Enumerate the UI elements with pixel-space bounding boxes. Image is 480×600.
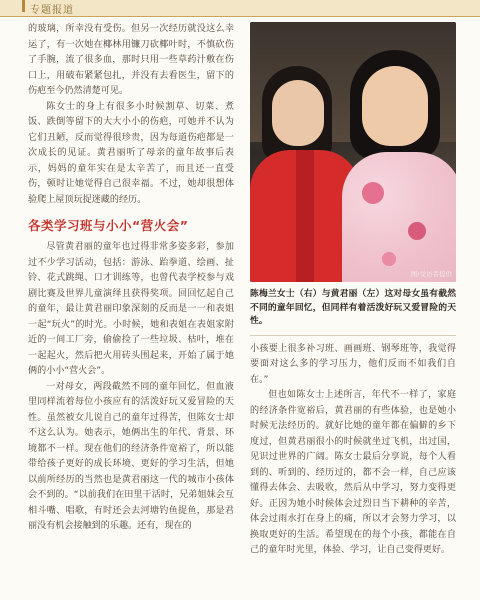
article-paragraph: 小孩要上很多补习班、画画班、钢琴班等，我觉得要面对这么多的学习压力，他们反而不如我们自在。”: [250, 343, 456, 385]
photo-caption: 陈梅兰女士（右）与黄君丽（左）这对母女虽有截然不同的童年回忆，但同样有着活泼好玩又爱冒险的天性。: [250, 289, 456, 326]
left-column: [28, 22, 234, 535]
article-paragraph: 尽管黄君丽的童年也过得非常多姿多彩，参加过不少学习活动，包括：游泳、跆拳道、绘画、扯铃、花式跳绳、口才训练等，也曾代表学校参与戏剧比赛及世界儿童演绎且获得奖项。回回忆起自己的童年，最让黄君丽印象深刻的反而是一一和表姐一起“玩火”的时光。小时候，她和表姐在表姐家附近的一间工厂旁，偷偷捡了一些垃圾、枯叶，堆在一起起火，然后把火用砖头围起来，开始了属于她俩的小小“营火会”。: [28, 242, 234, 376]
section-label: 专题报道: [30, 5, 74, 16]
article-paragraph: 但也如陈女士上述所言，年代不一样了，家庭的经济条件宽裕后，黄君丽的有些体验，也是她小时候无法经历的。就好比她的童年都在偏僻的乡下度过，但黄君丽很小的时候就坐过飞机，出过国，见识过世界的广阔。陈女士最后分享说，每个人看到的、听到的、经历过的，都不会一样，自己应该懂得去体会、去吸收，然后从中学习，努力变得更好。正因为她小时候体会过烈日当下耕种的辛苦，体会过雨水打在身上的痛，所以才会努力学习，以换取更好的生活。希望现在的每个小孩，都能在自己的童年时光里，体验、学习，让自己变得更好。: [250, 390, 456, 555]
header-accent-bar: [22, 0, 25, 12]
section-heading: 各类学习班与小小“营火会”: [28, 218, 189, 233]
caption-divider: [250, 335, 456, 336]
right-column: [250, 22, 456, 559]
article-paragraph: 陈女士的身上有很多小时候割草、切菜、煮饭、跌倒等留下的大大小小的伤疤，可她并不认为它们丑陋，反而觉得很珍贵，因为每道伤疤都是一次成长的见证。黄君丽听了母亲的童年故事后表示，妈妈的童年实在是太辛苦了，而且还一直受伤，顿时让她觉得自己很幸福。不过，她却很想体验爬上屋顶玩捉迷藏的经历。: [28, 101, 234, 205]
photo-credit: 图/受访者提供: [410, 270, 452, 278]
mother-floral-blouse: [342, 152, 456, 282]
daughter-face: [272, 80, 324, 146]
article-paragraph: 一对母女，两段截然不同的童年回忆，但血液里同样流着每位小孩应有的活泼好玩又爱冒险的天性。虽然被女儿说自己的童年过得苦，但陈女士却不这么认为。她表示，她俩出生的年代、背景、环境都不一样。现在他们的经济条件宽裕了，所以能带给孩子更好的成长环境、更好的学习生活，但她以前所经历的当然也是黄君丽这一代的城市小孩体会不到的。“以前我们在田里干活时，兄弟姐妹会互相斗嘴、唱歌，有时还会去河塘钓鱼捉鱼，那是君丽没有机会接触到的乐趣。还有，现在的: [28, 381, 234, 531]
mother-daughter-photo: [250, 22, 456, 282]
mother-face: [362, 66, 428, 146]
article-paragraph: 的玻璃，所幸没有受伤。但另一次经历就没这么幸运了，有一次她在椰林用镰刀砍椰叶时，不慎砍伤了手腕，流了很多血，那时只用一些草药汁敷在伤口上，用破布紧紧包扎，并没有去看医生，留下的伤疤至今仍然清楚可见。: [28, 24, 234, 96]
section-header: [0, 0, 480, 17]
